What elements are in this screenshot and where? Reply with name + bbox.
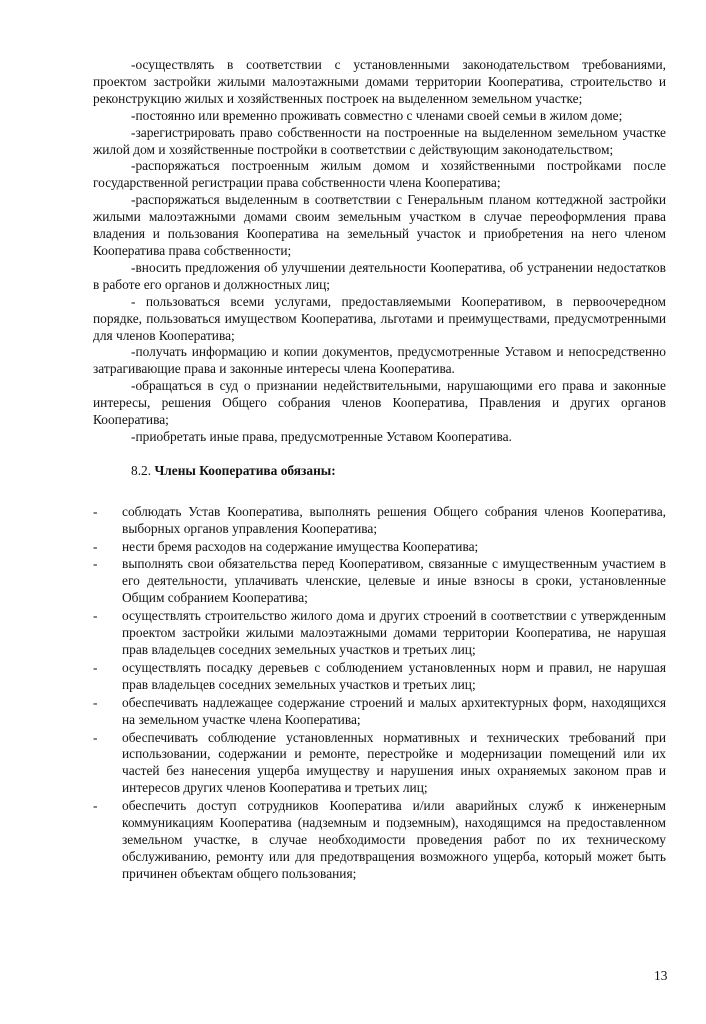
duty-item	[93, 608, 666, 659]
duty-text: нести бремя расходов на содержание имущества Кооператива;	[122, 538, 479, 554]
bullet-dash: -	[93, 694, 98, 710]
bullet-dash: -	[93, 798, 98, 814]
rights-item: -приобретать иные права, предусмотренные Уставом Кооператива.	[131, 428, 512, 444]
page-number: 13	[654, 968, 668, 983]
rights-item: - пользоваться всеми услугами, предоставляемыми Кооперативом, в первоочередном порядке, пользоваться имуществом Кооператива, льготами и преимуществами, предусмотренными для членов Кооператива;	[93, 293, 666, 343]
duty-text: обеспечивать надлежащее содержание строений и малых архитектурных форм, находящихся на земельном участке члена Кооператива;	[122, 694, 666, 727]
section-title: Члены Кооператива обязаны:	[154, 462, 336, 478]
bullet-dash: -	[93, 538, 98, 554]
rights-item: -распоряжаться выделенным в соответствии с Генеральным планом коттеджной застройки жилыми малоэтажными домами своим земельным участком в случае переоформления права владения и пользования Кооператива на земельный участок и приобретения на него членом Кооператива права собственности;	[93, 192, 666, 258]
duty-item	[93, 730, 666, 798]
duty-text: осуществлять посадку деревьев с соблюдением установленных норм и правил, не нарушая прав владельцев соседних земельных участков и третьих лиц;	[122, 659, 666, 692]
bullet-dash: -	[93, 659, 98, 675]
duty-text: выполнять свои обязательства перед Кооперативом, связанные с имущественным участием в его деятельности, уплачивать членские, целевые и иные взносы в сроки, установленные Общим собранием Кооператива;	[122, 556, 666, 606]
rights-item: -вносить предложения об улучшении деятельности Кооператива, об устранении недостатков в работе его органов и должностных лиц;	[93, 259, 666, 292]
duty-text: соблюдать Устав Кооператива, выполнять решения Общего собрания членов Кооператива, выборных органов управления Кооператива;	[122, 503, 666, 536]
duty-item	[93, 504, 666, 538]
duties-list	[93, 504, 666, 883]
bullet-dash: -	[93, 608, 98, 624]
duty-text: обеспечивать соблюдение установленных нормативных и технических требований при использовании, содержании и ремонте, перестройке и модернизации помещений или их частей без нанесения ущерба имуществу и нарушения иных охраняемых законом прав и интересов других членов Кооператива и третьих лиц;	[122, 729, 666, 796]
duty-item	[93, 695, 666, 729]
section-number: 8.2.	[131, 462, 155, 478]
rights-item: -осуществлять в соответствии с установленными законодательством требованиями, проектом застройки жилыми малоэтажными домами территории Кооператива, строительство и реконструкцию жилых и хозяйственных построек на выделенном земельном участке;	[93, 57, 666, 106]
section-heading	[131, 463, 666, 480]
document-page	[93, 57, 666, 884]
rights-item: -постоянно или временно проживать совместно с членами своей семьи в жилом доме;	[131, 107, 623, 123]
bullet-dash: -	[93, 556, 98, 572]
duty-text: осуществлять строительство жилого дома и других строений в соответствии с утвержденным проектом застройки жилыми малоэтажными домами территории Кооператива, не нарушая прав владельцев соседних земельных участков и третьих лиц;	[122, 608, 666, 657]
rights-list	[93, 57, 666, 446]
rights-item: -зарегистрировать право собственности на построенные на выделенном земельном участке жилой дом и хозяйственные постройки в соответствии с действующим законодательством;	[93, 124, 666, 157]
rights-item: -распоряжаться построенным жилым домом и хозяйственными постройками после государственной регистрации права собственности члена Кооператива;	[93, 158, 666, 191]
bullet-dash: -	[93, 729, 98, 745]
duty-text: обеспечить доступ сотрудников Кооператива и/или аварийных служб к инженерным коммуникациям Кооператива (надземным и подземным), находящимся на предоставленном земельном участке, в случае необходимости проведения работ по их техническому обслуживанию, ремонту или для предотвращения возможного ущерба, который может быть причинен объектам общего пользования;	[122, 798, 666, 881]
duty-item	[93, 660, 666, 694]
duty-item	[93, 556, 666, 607]
rights-item: -обращаться в суд о признании недействительными, нарушающими его права и законные интересы, решения Общего собрания членов Кооператива, Правления и других органов Кооператива;	[93, 378, 666, 428]
rights-item: -получать информацию и копии документов, предусмотренные Уставом и непосредственно затрагивающие права и законные интересы члена Кооператива.	[93, 344, 666, 377]
duty-item	[93, 539, 666, 556]
bullet-dash: -	[93, 503, 98, 519]
duty-item	[93, 798, 666, 883]
